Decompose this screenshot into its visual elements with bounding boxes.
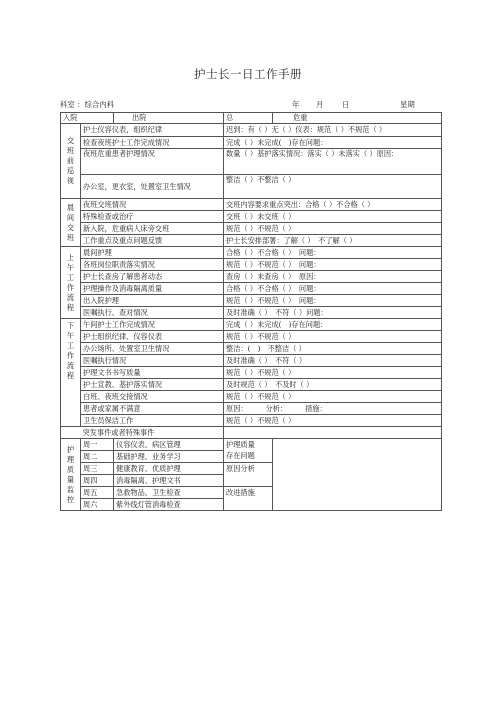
item-cell: 白班、夜班交接情况	[81, 391, 224, 403]
task-cell: 消毒隔离、护理文书	[114, 475, 224, 487]
weekday-cell: 周二	[81, 451, 114, 463]
table-row	[61, 149, 442, 175]
table-row	[61, 319, 442, 331]
table-row	[61, 367, 442, 379]
result-cell: 合格（ ）不合格（ ） 问题：	[224, 247, 442, 259]
notes-blank	[273, 439, 442, 511]
item-cell: 午间护士工作完成情况	[81, 319, 224, 331]
table-row	[61, 391, 442, 403]
item-cell: 出入院护理	[81, 295, 224, 307]
item-cell: 医嘱执行情况	[81, 355, 224, 367]
table-row	[61, 307, 442, 319]
task-cell: 紫外线灯管消毒检查	[114, 499, 224, 511]
table-row	[61, 137, 442, 149]
result-cell: 迟到：有（ ）无（ ）仪表：规范（ ）不规范（ ）	[224, 124, 442, 137]
result-cell: 原因： 分析： 措施：	[224, 403, 442, 415]
result-cell: 完成（ ）未完成( )存在问题：	[224, 319, 442, 331]
weekday-label: 星期	[400, 100, 415, 109]
item-cell: 护士组织纪律、仪容仪表	[81, 331, 224, 343]
item-cell: 护理文书书写质量	[81, 367, 224, 379]
item-cell: 夜班危重患者护理情况	[81, 149, 224, 175]
result-cell: 规范（ ）不规范（ ）	[224, 331, 442, 343]
item-cell: 医嘱执行、查对情况	[81, 307, 224, 319]
section-label-morning-flow: 上 午 工 作 流 程	[61, 247, 81, 319]
item-cell: 新入院，危重病人床旁交班	[81, 223, 224, 235]
result-cell: 规范（ ）不规范（ ）	[224, 391, 442, 403]
result-cell: 规范（ ）不规范（ ） 问题：	[224, 295, 442, 307]
result-cell: 规范（ ）不规范（ ） 问题：	[224, 259, 442, 271]
task-cell: 健康教育、优质护理	[114, 463, 224, 475]
incidents-notes	[224, 427, 442, 439]
item-cell: 卫生员保洁工作	[81, 415, 224, 427]
notes-cell: 护理质量	[224, 439, 273, 451]
table-row	[61, 247, 442, 259]
result-cell: 交班内容要求重点突出：合格（ ）不合格（ ）	[224, 199, 442, 211]
section-label-shift-handover: 交 班 前 巡 视	[61, 124, 81, 199]
item-cell: 办公室，更衣室，处置室卫生情况	[81, 175, 224, 199]
result-cell: 及时准确（ ） 不符（ ）问题：	[224, 307, 442, 319]
result-cell: 查房（ ）未查房（ ） 原因：	[224, 271, 442, 283]
task-cell: 急救物品、卫生检查	[114, 487, 224, 499]
section-label-morning-meeting: 晨 间 交 班	[61, 199, 81, 247]
table-row	[61, 283, 442, 295]
table-row	[61, 355, 442, 367]
table-row	[61, 199, 442, 211]
table-row	[61, 343, 442, 355]
result-cell: 规范（ ）不规范（ ）	[224, 223, 442, 235]
info-line	[60, 99, 440, 111]
weekday-cell: 周三	[81, 463, 114, 475]
item-cell: 检查夜班护士工作完成情况	[81, 137, 224, 149]
notes-cell: 原因分析	[224, 463, 273, 475]
weekday-cell: 周六	[81, 499, 114, 511]
item-cell: 各班岗位职责落实情况	[81, 259, 224, 271]
result-cell: 规范（ ）不规范（ ）	[224, 367, 442, 379]
notes-cell: 改进措施	[224, 487, 273, 499]
result-cell: 及时规范（ ） 不及时（ ）	[224, 379, 442, 391]
result-cell: 合格（ ）不合格（ ） 问题：	[224, 283, 442, 295]
item-cell: 护士仪容仪表，组织纪律	[81, 124, 224, 137]
table-row	[61, 427, 442, 439]
result-cell: 规范（ ）不规范（ ）	[224, 415, 442, 427]
section-label-quality: 护 理 质 量 监 控	[61, 439, 81, 511]
table-row	[61, 271, 442, 283]
weekday-cell: 周五	[81, 487, 114, 499]
result-cell: 护士长安排部署：了解（ ） 不了解（ ）	[224, 235, 442, 247]
discharge-cell: 出院	[114, 113, 224, 124]
task-cell: 基础护理、业务学习	[114, 451, 224, 463]
critical-cell: 危重	[273, 113, 442, 124]
duty-table	[60, 112, 442, 511]
result-cell: 数量（ ）基护落实情况：落实（ ）未落实（ ）原因：	[224, 149, 442, 175]
table-row	[61, 295, 442, 307]
result-cell: 完成（ ）未完成( )存在问题：	[224, 137, 442, 149]
admit-cell: 入院	[61, 113, 114, 124]
section-label-afternoon-flow: 下 午 工 作 流 程	[61, 319, 81, 427]
table-row	[61, 415, 442, 427]
item-cell: 晨间护理	[81, 247, 224, 259]
census-row	[61, 113, 442, 124]
result-cell: 及时准确（ ） 不符（ ）	[224, 355, 442, 367]
incidents-label: 突发事件或者特殊事件	[81, 427, 224, 439]
notes-cell: 存在问题	[224, 451, 273, 463]
table-row	[61, 259, 442, 271]
page-title: 护士长一日工作手册	[194, 67, 302, 81]
table-row	[61, 439, 442, 451]
item-cell: 患者或家属不满意	[81, 403, 224, 415]
department-label: 科室 ：综合内科	[60, 100, 115, 109]
table-row	[61, 211, 442, 223]
table-row	[61, 175, 442, 199]
day-label: 日	[342, 100, 350, 109]
year-label: 年	[292, 100, 300, 109]
item-cell: 夜班交班情况	[81, 199, 224, 211]
item-cell: 工作重点及重点问题反馈	[81, 235, 224, 247]
result-cell: 交班（ ）未交班（ ）	[224, 211, 442, 223]
result-cell: 整洁：( ) 不整洁（ ）	[224, 343, 442, 355]
table-row	[61, 235, 442, 247]
table-row	[61, 124, 442, 137]
item-cell: 办公场所、处置室卫生情况	[81, 343, 224, 355]
weekday-cell: 周一	[81, 439, 114, 451]
table-row	[61, 223, 442, 235]
month-label: 月	[316, 100, 324, 109]
item-cell: 护理操作及消毒隔离质量	[81, 283, 224, 295]
item-cell: 护士宣教、基护落实情况	[81, 379, 224, 391]
table-row	[61, 403, 442, 415]
weekday-cell: 周四	[81, 475, 114, 487]
item-cell: 特殊检查或治疗	[81, 211, 224, 223]
table-row	[61, 331, 442, 343]
item-cell: 护士长查房了解患者动态	[81, 271, 224, 283]
result-cell: 整洁（ ）不整洁（ ）	[224, 175, 442, 199]
total-cell: 总	[224, 113, 273, 124]
table-row	[61, 379, 442, 391]
task-cell: 仪容仪表、病区管理	[114, 439, 224, 451]
